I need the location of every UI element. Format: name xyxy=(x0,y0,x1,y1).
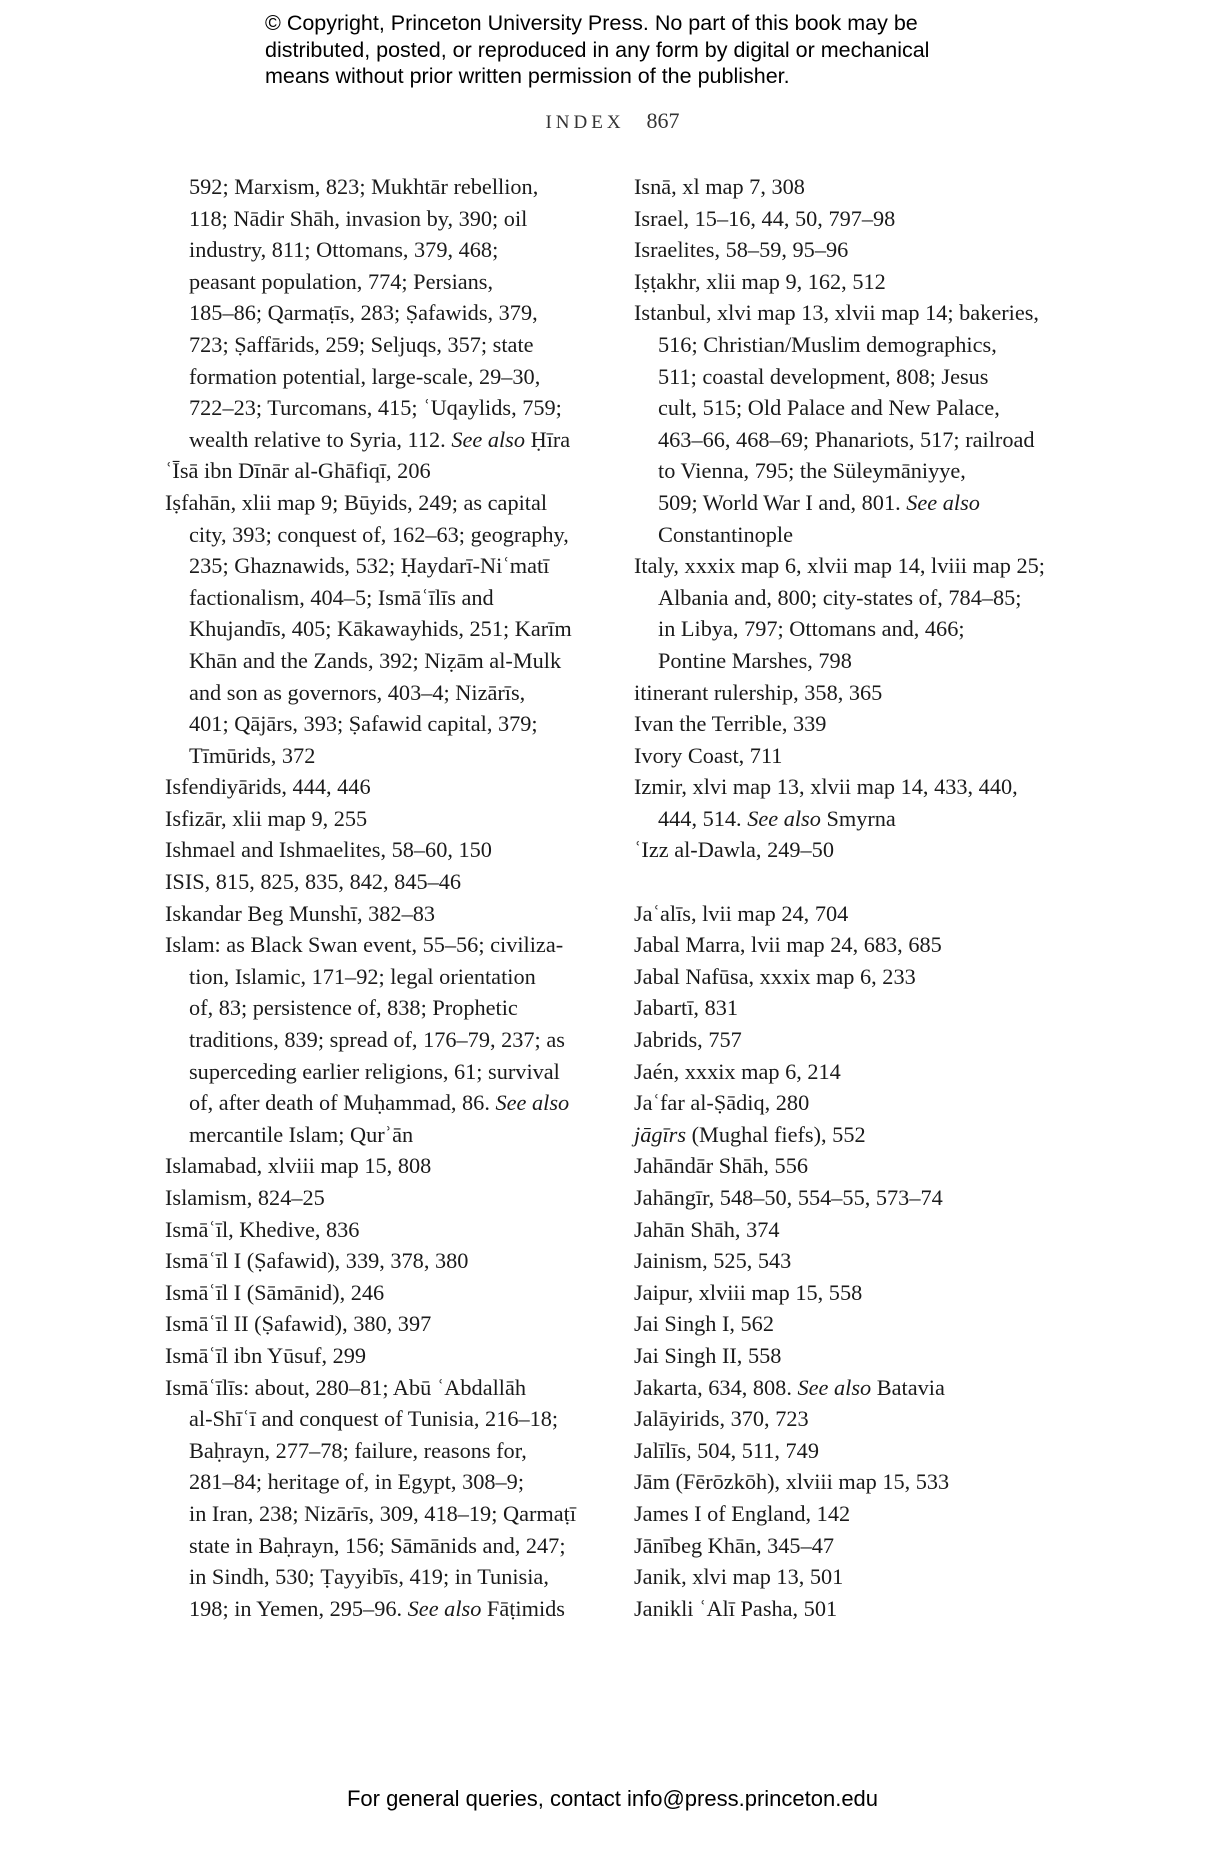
index-entry xyxy=(165,1340,590,1372)
index-entry-line: al-Shīʿī and conquest of Tunisia, 216–18; xyxy=(189,1406,559,1432)
index-entry-line: industry, 811; Ottomans, 379, 468; xyxy=(189,237,499,263)
index-column-right xyxy=(634,171,1074,1624)
copyright-line: © Copyright, Princeton University Press. No part of this book may be xyxy=(265,11,918,35)
index-entry xyxy=(165,898,590,930)
index-entry-line: Jakarta, 634, 808. See also Batavia xyxy=(634,1374,945,1400)
index-entry xyxy=(634,708,1074,740)
index-entry xyxy=(165,171,590,455)
index-entry-line: peasant population, 774; Persians, xyxy=(189,268,494,294)
index-entry-line: Ismāʿīl, Khedive, 836 xyxy=(165,1216,360,1242)
index-entry-line: 509; World War I and, 801. See also xyxy=(658,489,980,515)
index-entry-line: Jainism, 525, 543 xyxy=(634,1248,792,1274)
index-entry-line: Pontine Marshes, 798 xyxy=(658,647,852,673)
running-head-title: INDEX xyxy=(545,112,625,133)
index-entry-line: ISIS, 815, 825, 835, 842, 845–46 xyxy=(165,869,462,895)
index-entry-line: Jahāndār Shāh, 556 xyxy=(634,1153,808,1179)
index-entry-line: 444, 514. See also Smyrna xyxy=(658,805,896,831)
index-entry-line: Jai Singh II, 558 xyxy=(634,1342,782,1368)
index-entry-line: Iskandar Beg Munshī, 382–83 xyxy=(165,900,436,926)
letter-section-gap xyxy=(634,866,1074,898)
index-entry xyxy=(634,1593,1074,1625)
index-entry-line: Jānībeg Khān, 345–47 xyxy=(634,1532,835,1558)
index-entry-line: Ismāʿīl ibn Yūsuf, 299 xyxy=(165,1342,367,1368)
index-entry-line: Ismāʿīl I (Ṣafawid), 339, 378, 380 xyxy=(165,1248,469,1274)
index-entry-line: Ismāʿīl I (Sāmānid), 246 xyxy=(165,1279,385,1305)
index-entry-line: Khujandīs, 405; Kākawayhids, 251; Karīm xyxy=(189,616,572,642)
page-number: 867 xyxy=(646,108,680,133)
index-entry xyxy=(165,1277,590,1309)
index-entry-line: Jai Singh I, 562 xyxy=(634,1311,774,1337)
index-entry-line: Ismāʿīlīs: about, 280–81; Abū ʿAbdallāh xyxy=(165,1374,527,1400)
index-entry-line: Jalīlīs, 504, 511, 749 xyxy=(634,1437,819,1463)
index-entry-line: Iṣṭakhr, xlii map 9, 162, 512 xyxy=(634,268,886,294)
index-entry-line: Isfendiyārids, 444, 446 xyxy=(165,774,371,800)
index-entry-line: 281–84; heritage of, in Egypt, 308–9; xyxy=(189,1469,525,1495)
index-entry xyxy=(165,834,590,866)
index-entry xyxy=(165,1245,590,1277)
index-entry-line: ʿIzz al-Dawla, 249–50 xyxy=(634,837,834,863)
index-entry-line: 511; coastal development, 808; Jesus xyxy=(658,363,989,389)
index-entry xyxy=(634,1466,1074,1498)
index-entry-line: Izmir, xlvi map 13, xlvii map 14, 433, 440, xyxy=(634,774,1018,800)
index-entry xyxy=(165,1214,590,1246)
index-entry-line: Jabrids, 757 xyxy=(634,1027,742,1053)
index-entry-line: state in Baḥrayn, 156; Sāmānids and, 247; xyxy=(189,1532,566,1558)
index-entry-line: 235; Ghaznawids, 532; Ḥaydarī-Niʿmatī xyxy=(189,553,550,579)
index-entry xyxy=(165,866,590,898)
index-entry xyxy=(634,297,1074,550)
index-entry-line: jāgīrs (Mughal fiefs), 552 xyxy=(634,1121,866,1147)
running-head xyxy=(0,108,1225,134)
index-entry-line: itinerant rulership, 358, 365 xyxy=(634,679,883,705)
index-entry xyxy=(165,1372,590,1625)
index-entry xyxy=(634,929,1074,961)
index-entry-line: Jahāngīr, 548–50, 554–55, 573–74 xyxy=(634,1185,943,1210)
index-entry-line: 185–86; Qarmaṭīs, 283; Ṣafawids, 379, xyxy=(189,300,538,326)
index-entry xyxy=(165,455,590,487)
index-entry-line: 722–23; Turcomans, 415; ʿUqaylids, 759; xyxy=(189,395,562,421)
index-entry-line: Ishmael and Ishmaelites, 58–60, 150 xyxy=(165,837,492,863)
index-entry-line: and son as governors, 403–4; Nizārīs, xyxy=(189,679,526,705)
index-entry-line: Baḥrayn, 277–78; failure, reasons for, xyxy=(189,1437,527,1463)
index-entry xyxy=(165,1150,590,1182)
index-entry xyxy=(634,1150,1074,1182)
index-entry xyxy=(634,266,1074,298)
index-entry xyxy=(634,1561,1074,1593)
footer-contact: For general queries, contact info@press.princeton.edu xyxy=(346,1786,879,1811)
index-entry-line: Constantinople xyxy=(658,521,794,547)
index-entry xyxy=(165,1308,590,1340)
index-entry-line: Isfizār, xlii map 9, 255 xyxy=(165,805,368,831)
index-entry-line: formation potential, large-scale, 29–30, xyxy=(189,363,541,389)
index-entry-line: Islamism, 824–25 xyxy=(165,1185,325,1210)
index-entry xyxy=(165,803,590,835)
index-entry xyxy=(634,1435,1074,1467)
copyright-line: distributed, posted, or reproduced in any form by digital or mechanical xyxy=(265,37,930,62)
index-entry xyxy=(634,834,1074,866)
index-entry xyxy=(634,961,1074,993)
index-entry-line: Jaʿfar al-Ṣādiq, 280 xyxy=(634,1090,810,1116)
index-entry-line: superceding earlier religions, 61; survival xyxy=(189,1058,560,1084)
index-entry-line: Istanbul, xlvi map 13, xlvii map 14; bakeries, xyxy=(634,300,1039,326)
index-entry xyxy=(634,1308,1074,1340)
index-entry xyxy=(634,1214,1074,1246)
index-entry-line: James I of England, 142 xyxy=(634,1500,851,1526)
index-entry-line: in Iran, 238; Nizārīs, 309, 418–19; Qarmaṭī xyxy=(189,1500,577,1526)
index-column-left xyxy=(165,171,590,1624)
index-entry xyxy=(634,1024,1074,1056)
index-entry xyxy=(634,550,1074,676)
index-entry xyxy=(634,771,1074,834)
index-entry-line: Israel, 15–16, 44, 50, 797–98 xyxy=(634,205,896,231)
index-entry xyxy=(634,1182,1074,1214)
index-entry-line: Khān and the Zands, 392; Niẓām al-Mulk xyxy=(189,647,562,673)
index-entry-line: 401; Qājārs, 393; Ṣafawid capital, 379; xyxy=(189,711,538,737)
index-entry-line: Italy, xxxix map 6, xlvii map 14, lviii map 25; xyxy=(634,553,1046,579)
index-entry-line: Albania and, 800; city-states of, 784–85; xyxy=(658,584,1022,610)
index-entry xyxy=(634,1372,1074,1404)
index-entry xyxy=(634,234,1074,266)
index-entry-line: Isnā, xl map 7, 308 xyxy=(634,174,805,199)
index-entry-line: Islam: as Black Swan event, 55–56; civiliza- xyxy=(165,932,564,958)
index-entry-line: Ismāʿīl II (Ṣafawid), 380, 397 xyxy=(165,1311,432,1337)
index-entry xyxy=(165,771,590,803)
index-entry-line: Jalāyirids, 370, 723 xyxy=(634,1406,809,1432)
index-entry xyxy=(634,203,1074,235)
index-entry-line: Ivan the Terrible, 339 xyxy=(634,711,827,737)
index-entry xyxy=(634,1119,1074,1151)
index-entry-line: cult, 515; Old Palace and New Palace, xyxy=(658,395,1000,421)
index-entry xyxy=(634,740,1074,772)
index-entry-line: Jaipur, xlviii map 15, 558 xyxy=(634,1279,863,1305)
index-entry-line: Ivory Coast, 711 xyxy=(634,742,783,768)
index-entry-line: 198; in Yemen, 295–96. See also Fāṭimids xyxy=(189,1595,565,1621)
index-entry-line: factionalism, 404–5; Ismāʿīlīs and xyxy=(189,584,494,610)
index-entry-line: 118; Nādir Shāh, invasion by, 390; oil xyxy=(189,205,528,231)
index-entry xyxy=(634,1403,1074,1435)
index-entry-line: Janik, xlvi map 13, 501 xyxy=(634,1564,844,1590)
index-entry-line: Jabal Marra, lvii map 24, 683, 685 xyxy=(634,932,942,958)
index-entry xyxy=(634,1340,1074,1372)
index-entry-line: ʿĪsā ibn Dīnār al-Ghāfiqī, 206 xyxy=(165,458,431,484)
index-entry-line: Islamabad, xlviii map 15, 808 xyxy=(165,1153,432,1179)
index-entry-line: in Libya, 797; Ottomans and, 466; xyxy=(658,616,965,642)
index-entry-line: Jabartī, 831 xyxy=(634,995,739,1021)
index-entry xyxy=(165,929,590,1150)
index-entry-line: Tīmūrids, 372 xyxy=(189,742,316,768)
index-entry-line: Janikli ʿAlī Pasha, 501 xyxy=(634,1595,838,1621)
index-entry xyxy=(634,1277,1074,1309)
index-entry xyxy=(634,1056,1074,1088)
index-entry xyxy=(165,1182,590,1214)
index-entry-line: Jabal Nafūsa, xxxix map 6, 233 xyxy=(634,963,916,989)
index-entry xyxy=(634,1245,1074,1277)
index-entry-line: Iṣfahān, xlii map 9; Būyids, 249; as capital xyxy=(165,489,548,515)
index-entry-line: 723; Ṣaffārids, 259; Seljuqs, 357; state xyxy=(189,331,534,357)
index-entry xyxy=(634,992,1074,1024)
index-entry-line: Israelites, 58–59, 95–96 xyxy=(634,237,849,263)
index-entry xyxy=(634,677,1074,709)
index-entry-line: in Sindh, 530; Ṭayyibīs, 419; in Tunisia, xyxy=(189,1564,549,1590)
index-entry-line: 463–66, 468–69; Phanariots, 517; railroad xyxy=(658,426,1035,452)
index-entry-line: of, 83; persistence of, 838; Prophetic xyxy=(189,995,518,1021)
index-entry-line: to Vienna, 795; the Süleymāniyye, xyxy=(658,458,966,484)
index-entry xyxy=(634,1498,1074,1530)
index-entry-line: traditions, 839; spread of, 176–79, 237; as xyxy=(189,1027,565,1053)
index-entry-line: mercantile Islam; Qurʾān xyxy=(189,1121,414,1147)
index-entry-line: Jaén, xxxix map 6, 214 xyxy=(634,1058,841,1084)
index-entry-line: of, after death of Muḥammad, 86. See also xyxy=(189,1090,570,1116)
index-entry-line: 592; Marxism, 823; Mukhtār rebellion, xyxy=(189,174,539,199)
index-entry-line: Jaʿalīs, lvii map 24, 704 xyxy=(634,900,849,926)
index-entry-line: wealth relative to Syria, 112. See also Ḥīra xyxy=(189,426,571,452)
index-entry-line: Jahān Shāh, 374 xyxy=(634,1216,780,1242)
index-entry-line: Jām (Fērōzkōh), xlviii map 15, 533 xyxy=(634,1469,950,1495)
index-entry xyxy=(165,487,590,771)
index-entry-line: 516; Christian/Muslim demographics, xyxy=(658,331,997,357)
index-entry xyxy=(634,1530,1074,1562)
copyright-line: means without prior written permission of the publisher. xyxy=(265,64,790,88)
index-entry-line: tion, Islamic, 171–92; legal orientation xyxy=(189,963,536,989)
index-entry-line: city, 393; conquest of, 162–63; geography, xyxy=(189,521,569,547)
index-entry xyxy=(634,171,1074,203)
copyright-notice xyxy=(265,10,1025,90)
index-entry xyxy=(634,898,1074,930)
index-entry xyxy=(634,1087,1074,1119)
